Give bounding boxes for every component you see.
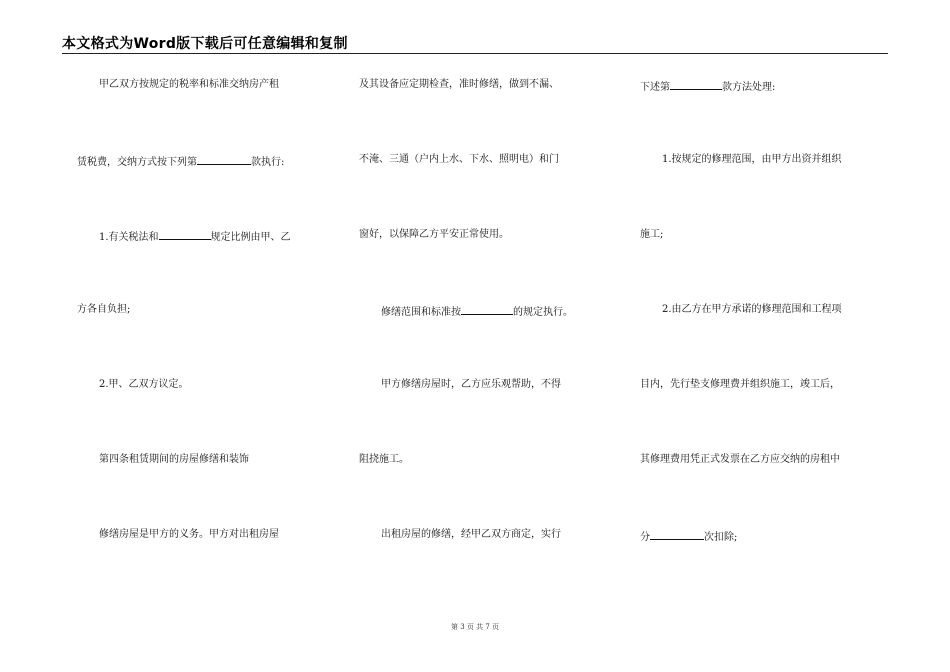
paragraph-line (640, 453, 880, 467)
paragraph-line (359, 153, 599, 167)
paragraph-line (359, 78, 599, 92)
line-text: 其修理费用凭正式发票在乙方应交纳的房租中 (640, 454, 840, 465)
page-number: 第 3 页 共 7 页 (450, 623, 500, 631)
line-text: 修缮房屋是甲方的义务。甲方对出租房屋 (99, 529, 279, 540)
line-text: 及其设备应定期检查，准时修缮，做到不漏、 (359, 79, 559, 90)
paragraph-line (359, 378, 599, 392)
fill-in-blank (650, 528, 704, 540)
line-text: 分 (640, 532, 650, 543)
paragraph-line (640, 228, 880, 242)
paragraph-line (640, 528, 880, 545)
line-text: 款执行: (251, 157, 285, 168)
paragraph-line (359, 228, 599, 242)
line-text: 不淹、三通（户内上水、下水、照明电）和门 (359, 154, 559, 165)
line-text: 2.甲、乙双方议定。 (99, 379, 189, 390)
paragraph-line (77, 153, 317, 170)
line-text: 施工; (640, 229, 664, 240)
fill-in-blank (461, 303, 513, 315)
line-text: 窗好，以保障乙方平安正常使用。 (359, 229, 509, 240)
line-text: 1.按规定的修理范围，由甲方出资并组织 (662, 154, 842, 165)
document-header-title: 本文格式为Word版下载后可任意编辑和复制 (62, 36, 348, 52)
paragraph-line (77, 378, 317, 392)
line-text: 次扣除; (704, 532, 738, 543)
line-text: 第四条租赁期间的房屋修缮和装饰 (99, 454, 249, 465)
fill-in-blank (670, 78, 722, 90)
paragraph-line (77, 78, 317, 92)
paragraph-line (640, 153, 880, 167)
fill-in-blank (159, 228, 211, 240)
line-text: 1.有关税法和 (99, 232, 159, 243)
line-text: 阻挠施工。 (359, 454, 409, 465)
line-text: 赁税费，交纳方式按下列第 (77, 157, 197, 168)
fill-in-blank (197, 153, 251, 165)
line-text: 修缮范围和标准按 (381, 307, 461, 318)
paragraph-line (640, 378, 880, 392)
line-text: 方各自负担; (77, 304, 131, 315)
paragraph-line (640, 303, 880, 317)
line-text: 甲方修缮房屋时，乙方应乐观帮助，不得 (381, 379, 561, 390)
paragraph-line (77, 228, 317, 245)
line-text: 2.由乙方在甲方承诺的修理范围和工程项 (662, 304, 842, 315)
paragraph-line (359, 528, 599, 542)
section-heading-line (77, 453, 317, 467)
paragraph-line (359, 303, 599, 320)
line-text: 甲乙双方按规定的税率和标准交纳房产租 (99, 79, 279, 90)
line-text: 目内，先行垫支修理费并组织施工，竣工后， (640, 379, 840, 390)
line-text: 款方法处理: (722, 82, 776, 93)
paragraph-line (640, 78, 880, 95)
line-text: 规定比例由甲、乙 (210, 232, 291, 243)
header-divider (62, 53, 888, 54)
paragraph-line (77, 528, 317, 542)
line-text: 出租房屋的修缮，经甲乙双方商定，实行 (381, 529, 561, 540)
line-text: 下述第 (640, 82, 670, 93)
paragraph-line (77, 303, 317, 317)
line-text: 的规定执行。 (513, 307, 573, 318)
paragraph-line (359, 453, 599, 467)
